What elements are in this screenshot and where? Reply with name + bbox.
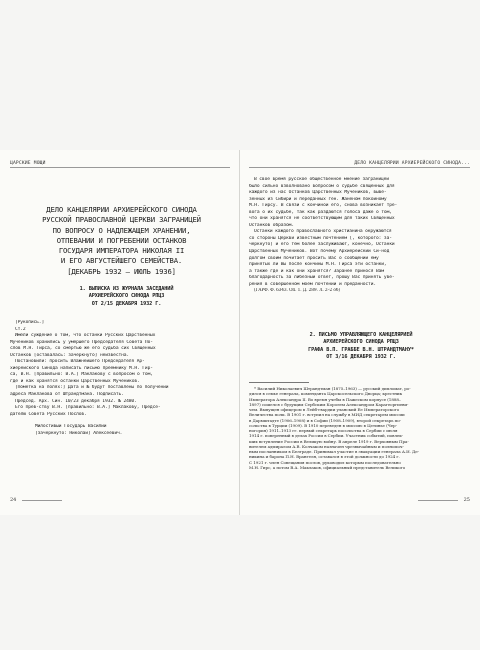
body-line: Имели суждение о том, что останки Русских Царственных [15, 333, 156, 339]
body-line: черкнуто] и его тем более заслуживают, конечно, Останки [249, 242, 395, 248]
body-line: принятых ли Вы после кончины М.Н. Гирса эти останки, [249, 262, 387, 268]
footnote-line: вителем адмиралом А.В. Колчаком назначен чрезвычайным и полномоч- [249, 443, 404, 449]
body-line: было сильно взволновано вопросом о судьбе священных для [249, 183, 395, 189]
footnote-line: Величества полк. В 1901 г. вступил на службу в МИД секретарем миссии [249, 412, 405, 418]
body-line: Останки каждого православного христианина окружаются [254, 229, 392, 235]
section-title-line: АРХИЕРЕЙСКОГО СИНОДА РПЦЗ [88, 293, 165, 300]
footnote-line: никина и барона П.Н. Врангеля, оставался в этой должности до 1924 г. [249, 454, 400, 460]
body-line: зенных из Сибири и переданных ген. Жаненом покойному [249, 196, 387, 202]
body-line: Останков образом. [249, 222, 294, 228]
book-spread [0, 150, 480, 515]
body-line: со стороны Церкви известным почтением [, которого: за- [249, 235, 392, 241]
section-title-line: 2. ПИСЬМО УПРАВЛЯЮЩЕГО КАНЦЕЛЯРИЕЙ [309, 332, 413, 338]
title-line: ГОСУДАРЯ ИМПЕРАТОРА НИКОЛАЯ II [58, 246, 185, 256]
section-title-line: ОТ 3/16 ДЕКАБРЯ 1932 Г. [326, 354, 396, 361]
section-title-line: АРХИЕРЕЙСКОГО СИНОДА РПЦЗ [323, 339, 399, 346]
right-header-rule [249, 167, 470, 168]
section-title-line: 1. ВЫПИСКА ИЗ ЖУРНАЛА ЗАСЕДАНИЙ [79, 286, 174, 292]
title-line: РУССКОЙ ПРАВОСЛАВНОЙ ЦЕРКВИ ЗАГРАНИЦЕЙ [42, 215, 201, 225]
body-line: хиерейского Синода написать письмо преемнику М.Н. Гир- [10, 365, 153, 371]
body-line: а также где и как они хранятся? Заранее принося Вам [249, 268, 384, 274]
footnote-rule [249, 382, 309, 383]
footnote-line: ших вступление России в Великую войну. В апреле 1919 г. Верховным Пра- [249, 438, 409, 444]
title-line: ОТПЕВАНИИ И ПОГРЕБЕНИИ ОСТАНКОВ [56, 235, 187, 245]
left-running-head: ЦАРСКИЕ МОЩИ [10, 161, 46, 166]
body-line: Ст.2 [15, 326, 26, 332]
body-line: каждого из нас Останков Царственных Мучеников, выве- [249, 190, 387, 196]
footnote-line: ногория) 1911–1913 гг. первый секретарь посольства в Сербии с июля [249, 428, 398, 433]
footnote-text [249, 386, 470, 470]
title-line: ПО ВОПРОСУ О НАДЛЕЖАЩЕМ ХРАНЕНИИ, [52, 225, 191, 235]
body-line: [Пометка на полях:] Дата и № будут поставлены по получении [15, 385, 169, 391]
body-line: Милостивый Государь Василий [35, 424, 107, 430]
section-title-line: ГРАФА В.П. ГРАББЕ В.Н. ШТРАНДТМАНУ* [308, 346, 414, 353]
footnote-line: в Дармштадте (1906–1908) и в Софии (1908–1909), второй секретарь по- [249, 417, 401, 423]
left-page [0, 150, 240, 515]
body-line: В свое время русское общественное мнение заграницей [254, 177, 389, 182]
section-title-line: ОТ 2/15 ДЕКАБРЯ 1932 Г. [91, 300, 162, 307]
body-line: [Рукопись.] [15, 320, 45, 325]
body-line: вога о их судьбе, так как раздаются голоса даже о том, [249, 209, 392, 215]
right-body-text [249, 177, 470, 295]
title-line: [ДЕКАБРЬ 1932 – ИЮЛЬ 1936] [67, 266, 176, 276]
body-line: дателю Совета Русских Послов. [10, 411, 87, 417]
footnote-line: чем. Выпущен офицером в Лейб-гвардии уланский Ее Императорского [249, 407, 400, 412]
left-folio-rule [22, 500, 62, 501]
footnote-line: * Василий Николаевич Штрандтман (1875–1963) — русский дипломат, ро- [254, 386, 411, 391]
footnote-line: Императора Александра II. Во время учебы в Пажеском корпусе (1888– [249, 396, 401, 402]
footnote-line: ным посланником в Белграде. Принимал участие в эвакуации генерала А.И. Де- [249, 449, 419, 454]
body-line: Останков [оставалась: зачеркнуто] неизвестна. [10, 352, 130, 358]
body-line: долгом своим почитает просить Вас о сообщении ему [249, 255, 379, 261]
title-line: И ЕГО АВГУСТЕЙШЕГО СЕМЕЙСТВА. [60, 256, 183, 266]
body-line: Его Прев-ству В.Н. [правильно: В.А.] Маклакову, Предсе- [15, 405, 161, 411]
title-line: ДЕЛО КАНЦЕЛЯРИИ АРХИЕРЕЙСКОГО СИНОДА [46, 205, 197, 214]
right-running-head: ДЕЛО КАНЦЕЛЯРИИ АРХИЕРЕЙСКОГО СИНОДА... [354, 161, 470, 166]
body-line: благодарность за либезный ответ, прошу Вас принять уве- [249, 275, 395, 281]
right-page [240, 150, 480, 515]
body-line: рения в совершенном моем почтении и преданности. [249, 281, 376, 287]
body-line: адреса Маклакова от Штрандтмана. Подписать. [10, 392, 124, 398]
body-line: Мучеников хранились у умершего Председателя Совета По- [10, 339, 153, 345]
body-line: Постановили: просить Влажнейшего Председателя Ар- [15, 359, 145, 365]
right-page-number: 25 [463, 497, 470, 503]
left-body-text [10, 320, 227, 437]
footnote-line: М.Н. Гирс, а потом В.А. Маклаков, официальный представитель Великого [249, 464, 406, 470]
archive-citation: (ГАРФ. Ф. 6343. Оп. 1. Д. 289. Л. 2–2 об) [254, 288, 340, 294]
left-header-rule [10, 167, 230, 168]
footnote-line: С 1921 г. член Совещания послов, руководил которым последовательно [249, 459, 401, 465]
section-2-title [262, 332, 460, 362]
body-line: [зачеркнуто: Николай] Алексеевич. [35, 430, 123, 436]
body-line: что они хранятся не соответствующим для таких Священных [249, 216, 395, 222]
body-line: са, В.Н. [правильно: В.А.] Маклакову с вопросом о том, [10, 372, 153, 378]
body-line: Царственных Мучеников. Вот почему Архиерейский Си-нод [249, 249, 390, 255]
body-line: Председ. Арх. Син. 10/23 декабря 1932. № 2480. [15, 398, 137, 404]
body-line: М.Н. Гирсу. В связи с кончиной его, снова возникает тре- [249, 203, 398, 209]
right-folio-rule [418, 500, 458, 501]
footnote-line: сольства в Турции (1909). В 1910 переведен в миссию в Цетинье (Чер- [249, 422, 397, 428]
document-title [18, 205, 225, 277]
footnote-line: 1914 г. поверенный в делах России в Сербии. Участник событий, повлек- [249, 433, 403, 439]
body-line: где и как хранятся останки Царственных Мучеников. [10, 378, 140, 384]
footnote-line: дился в семье генерала, коменданта Царскосельского Дворца; крестник [249, 391, 402, 397]
section-1-title [44, 286, 209, 308]
left-page-number: 24 [10, 497, 17, 503]
footnote-line: 1897) сошелся с будущим Сербским Королем Александром Карагеоргиеви- [249, 401, 409, 407]
body-line: слов М.Н. Гирса, со смертью же его судьба сих Священных [10, 346, 156, 352]
